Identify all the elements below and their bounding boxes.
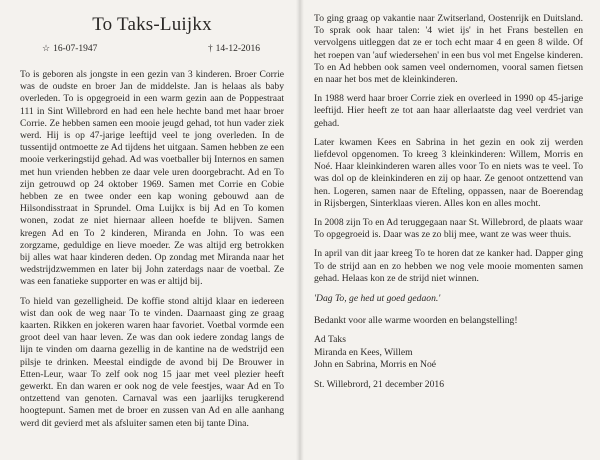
birth-date: 16-07-1947 — [53, 44, 98, 54]
thanks-line: Bedankt voor alle warme woorden en belangstelling! — [314, 315, 518, 327]
signature-line: John en Sabrina, Morris en Noé — [314, 358, 437, 370]
biography-paragraph: In 1988 werd haar broer Corrie ziek en overleed in 1990 op 45-jarige leeftijd. Hier heeft ze tot aan haar allerlaatste dag veel verdriet van gehad. — [314, 93, 583, 129]
biography-paragraph: To ging graag op vakantie naar Zwitserland, Oostenrijk en Duitsland. To sprak ook haar talen: '4 wiet ijs' in het Frans bestellen en vervolgens uitleggen dat ze er toch echt maar 4 en geen 8 wilde. Of het roepen van 'auf wiedersehen' in een bus vol met Engelse kinderen. To en Ad hebben ook samen veel ondernomen, vooral samen fietsen en naar het bos met de kleinkinderen. — [314, 13, 583, 86]
cross-icon: † — [208, 43, 213, 53]
biography-paragraph: In 2008 zijn To en Ad teruggegaan naar St. Willebrord, de plaats waar To opgegroeid is. Daar was ze zo blij mee, want ze was weer thuis. — [314, 217, 583, 241]
place-and-date: St. Willebrord, 21 december 2016 — [314, 379, 444, 391]
life-dates — [20, 43, 284, 54]
death-date: 14-12-2016 — [215, 44, 260, 54]
right-page — [300, 0, 600, 460]
biography-paragraph: To hield van gezelligheid. De koffie stond altijd klaar en iedereen wist dan ook de weg naar To te vinden. Daarnaast ging ze graag kaarten. Rikken en jokeren waren haar favoriet. Voetbal vormde een groot deel van haar leven. Ze was dan ook iedere zondag langs de lijn te vinden om daarna gezellig in de kantine na de wedstrijd een pilsje te drinken. Meestal eindigde de avond bij De Brouwer in Etten-Leur, waar To zelf ook nog 15 jaar met veel plezier heeft gewerkt. En dan waren er ook nog de vele feestjes, waar Ad en To ontzettend van genoten. Carnaval was een jaarlijks terugkerend hoogtepunt. Samen met de broer en zussen van Ad en alle aanhang werd dit gevierd met als afsluiter samen eten bij tante Dina. — [20, 295, 284, 429]
deceased-name: To Taks-Luijkx — [92, 14, 212, 35]
farewell-quote: 'Dag To, ge hed ut goed gedaon.' — [314, 293, 441, 305]
biography-paragraph: In april van dit jaar kreeg To te horen dat ze kanker had. Dapper ging To de strijd aan en zo hebben we nog vele mooie momenten samen gehad. Helaas kon ze de strijd niet winnen. — [314, 248, 583, 284]
star-icon: ☆ — [42, 43, 51, 53]
biography-paragraph: Later kwamen Kees en Sabrina in het gezin en ook zij werden liefdevol opgenomen. To kreeg 3 kleinkinderen: Willem, Morris en Noé. Haar kleinkinderen waren alles voor To en niets was te veel. To was dol op de kleinkinderen en zij op haar. Ze genoot ontzettend van hen. Logeren, samen naar de Efteling, oppassen, naar de Boerendag in Rijsbergen, Sinterklaas vieren. Alles kon en alles mocht. — [314, 136, 583, 209]
death-date-line — [208, 43, 260, 54]
signature-line: Ad Taks — [314, 334, 346, 346]
birth-date-line — [42, 43, 97, 54]
biography-paragraph: To is geboren als jongste in een gezin van 3 kinderen. Broer Corrie was de oudste en broer Jan de middelste. Jan is helaas als baby overleden. To is opgegroeid in een warm gezin aan de Poppestraat 111 in Sint Willebrord en had een hele hechte band met haar broer Corrie. Ze hebben samen een mooie jeugd gehad, tot hun vader ziek werd. Hij is op 47-jarige leeftijd veel te jong overleden. In de tussentijd ontmoette ze Ad tijdens het uitgaan. Samen hebben ze een mooie verkeringstijd gehad. Ad was voetballer bij Internos en samen met hun vrienden hebben ze daar vele uren doorgebracht. Ad en To zijn getrouwd op 24 oktober 1969. Samen met Corrie en Cobie hebben ze en twee onder een kap woning gebouwd aan de Hilsondisstraat in Sprundel. Oma Luijkx is bij Ad en To komen wonen, zodat ze niet hiernaar alleen hoefde te blijven. Samen kregen Ad en To 2 kinderen, Miranda en John. To was een zorgzame, geduldige en lieve moeder. Ze was altijd erg betrokken bij alles wat haar kinderen deden. Op zondag met Miranda naar het wedstrijdzwemmen en later bij John zaterdags naar de voetbal. Ze was een fanatieke supporter en was er altijd bij. — [20, 69, 284, 288]
signature-line: Miranda en Kees, Willem — [314, 346, 413, 358]
